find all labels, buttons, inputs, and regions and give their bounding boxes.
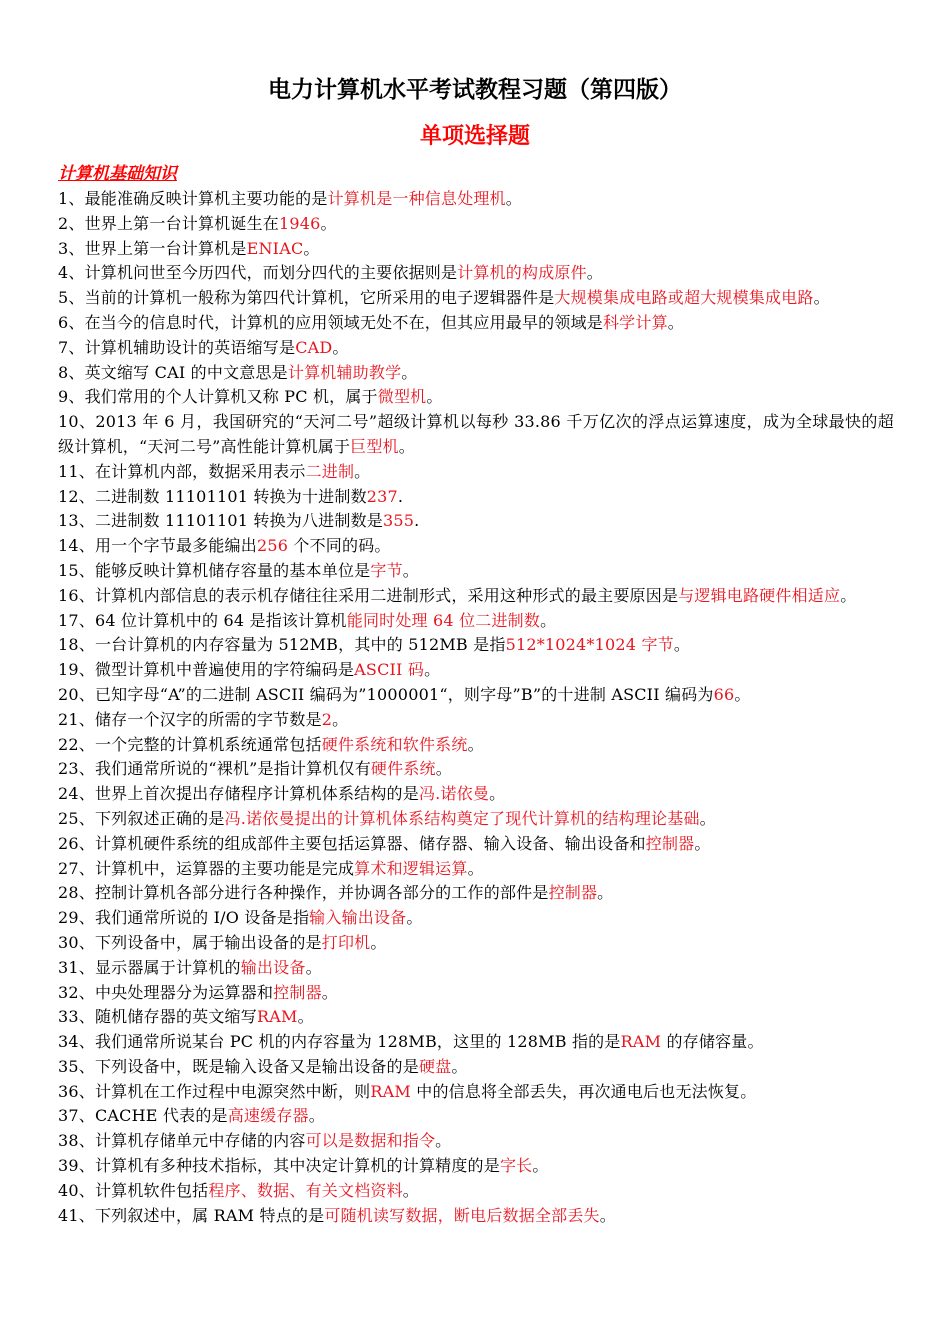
question-suffix: 。 (297, 1007, 314, 1027)
question-text: 11、在计算机内部，数据采用表示 (58, 461, 306, 481)
question-text: 7、计算机辅助设计的英语缩写是 (58, 337, 296, 357)
question-suffix: 个不同的码。 (288, 536, 391, 556)
question-item (58, 1005, 894, 1030)
question-answer: 1946 (278, 213, 321, 233)
question-text: 32、中央处理器分为运算器和 (58, 982, 274, 1002)
question-item (58, 212, 894, 237)
question-suffix: 。 (402, 560, 419, 580)
question-answer: 计算机辅助教学 (287, 362, 402, 382)
question-text: 9、我们常用的个人计算机又称 PC 机，属于 (58, 387, 378, 407)
question-answer: RAM (256, 1007, 298, 1027)
question-text: 1、最能准确反映计算机主要功能的是 (58, 189, 328, 208)
question-item (58, 336, 894, 361)
question-list (58, 187, 894, 1228)
question-answer: 控制器 (645, 833, 695, 853)
question-item (58, 757, 894, 782)
question-text: 21、储存一个汉字的所需的字节数是 (58, 709, 322, 729)
document-title: 电力计算机水平考试教程习题（第四版） (268, 77, 682, 103)
question-answer: 可随机读写数据，断电后数据全部丢失 (324, 1205, 600, 1225)
question-text: 3、世界上第一台计算机是 (58, 238, 247, 258)
question-suffix: 。 (406, 908, 423, 928)
question-item (58, 534, 894, 559)
question-text: 6、在当今的信息时代，计算机的应用领域无处不在，但其应用最早的领域是 (58, 312, 603, 332)
question-answer: 大规模集成电路或超大规模集成电路 (554, 288, 814, 308)
question-item (58, 807, 894, 832)
question-text: 20、已知字母“A”的二进制 ASCII 编码为”1000001“，则字母”B”的十进制 ASCII 编码为 (58, 684, 714, 704)
question-suffix: 。 (320, 213, 337, 233)
question-text: 26、计算机硬件系统的组成部件主要包括运算器、储存器、输入设备、输出设备和 (58, 833, 646, 853)
question-answer: 高速缓存器 (227, 1106, 309, 1126)
question-answer: 微型机 (377, 387, 427, 407)
question-suffix: 的存储容量。 (661, 1032, 764, 1052)
question-text: 12、二进制数 11101101 转换为十进制数 (58, 486, 367, 506)
question-suffix: 。 (505, 189, 522, 208)
question-item (58, 981, 894, 1006)
question-answer: 2 (321, 709, 333, 729)
question-item (58, 1030, 894, 1055)
question-answer: 硬盘 (418, 1056, 452, 1076)
question-item (58, 1055, 894, 1080)
question-item (58, 1179, 894, 1204)
question-item (58, 931, 894, 956)
question-suffix: 。 (354, 461, 371, 481)
question-text: 37、CACHE 代表的是 (58, 1106, 228, 1126)
question-item (58, 311, 894, 336)
question-text: 38、计算机存储单元中存储的内容 (58, 1131, 306, 1151)
question-suffix: 。 (813, 288, 830, 308)
question-answer: 巨型机 (350, 436, 399, 456)
question-item (58, 633, 894, 658)
question-suffix: 。 (489, 784, 506, 804)
question-answer: 冯.诺依曼提出的计算机体系结构奠定了现代计算机的结构理论基础 (224, 808, 700, 828)
question-item (58, 509, 894, 534)
question-item (58, 187, 894, 212)
question-suffix: 。 (734, 684, 751, 704)
question-text: 40、计算机软件包括 (58, 1180, 209, 1200)
question-suffix: 。 (424, 660, 441, 680)
question-suffix: 。 (532, 1156, 549, 1176)
question-text: 27、计算机中，运算器的主要功能是完成 (58, 858, 355, 878)
question-suffix: 。 (840, 585, 857, 605)
question-text: 8、英文缩写 CAI 的中文意思是 (58, 362, 288, 382)
document-subtitle: 单项选择题 (419, 124, 530, 149)
question-text: 16、计算机内部信息的表示机存储往往采用二进制形式，采用这种形式的最主要原因是 (58, 585, 679, 605)
question-item (58, 1129, 894, 1154)
question-suffix: 。 (332, 709, 349, 729)
question-text: 25、下列叙述正确的是 (58, 808, 225, 828)
question-suffix: 。 (599, 1205, 616, 1225)
question-item (58, 485, 894, 510)
question-item (58, 683, 894, 708)
question-answer: 打印机 (321, 932, 371, 952)
question-answer: 66 (713, 684, 735, 704)
question-answer: 256 (256, 536, 289, 556)
question-item (58, 584, 894, 609)
question-text: 28、控制计算机各部分进行各种操作，并协调各部分的工作的部件是 (58, 883, 549, 903)
question-item (58, 286, 894, 311)
question-text: 18、一台计算机的内存容量为 512MB，其中的 512MB 是指 (58, 635, 506, 655)
question-text: 17、64 位计算机中的 64 是指该计算机 (58, 610, 347, 630)
question-item (58, 782, 894, 807)
question-item (58, 658, 894, 683)
question-answer: 计算机的构成原件 (457, 263, 587, 283)
question-text: 23、我们通常所说的“裸机”是指计算机仅有 (58, 759, 371, 779)
question-suffix: 。 (435, 759, 452, 779)
question-item (58, 1104, 894, 1129)
question-suffix: 。 (586, 263, 603, 283)
question-item (58, 708, 894, 733)
question-text: 2、世界上第一台计算机诞生在 (58, 213, 279, 233)
question-text: 30、下列设备中，属于输出设备的是 (58, 932, 322, 952)
question-text: 5、当前的计算机一般称为第四代计算机，它所采用的电子逻辑器件是 (58, 288, 555, 308)
question-item (58, 857, 894, 882)
question-item (58, 385, 894, 410)
question-answer: 输入输出设备 (309, 908, 407, 928)
question-item (58, 410, 894, 460)
question-suffix: 中的信息将全部丢失，再次通电后也无法恢复。 (410, 1081, 757, 1101)
question-suffix: 。 (305, 957, 322, 977)
question-answer: 计算机是一种信息处理机 (327, 189, 506, 208)
question-suffix: . (397, 486, 404, 506)
question-suffix: 。 (673, 635, 691, 655)
question-text: 36、计算机在工作过程中电源突然中断，则 (58, 1081, 371, 1101)
question-suffix: 。 (699, 808, 716, 828)
question-answer: 355 (382, 511, 415, 531)
question-text: 39、计算机有多种技术指标，其中决定计算机的计算精度的是 (58, 1156, 500, 1176)
question-answer: 与逻辑电路硬件相适应 (678, 585, 841, 605)
question-answer: 字长 (499, 1156, 533, 1176)
question-text: 15、能够反映计算机储存容量的基本单位是 (58, 560, 371, 580)
question-item (58, 1080, 894, 1105)
question-text: 14、用一个字节最多能编出 (58, 536, 257, 556)
question-suffix: 。 (451, 1056, 468, 1076)
question-suffix: 。 (467, 858, 484, 878)
question-text: 19、微型计算机中普遍使用的字符编码是 (58, 660, 355, 680)
question-text: 41、下列叙述中，属 RAM 特点的是 (58, 1205, 325, 1225)
question-text: 24、世界上首次提出存储程序计算机体系结构的是 (58, 784, 419, 804)
question-suffix: 。 (667, 312, 684, 332)
question-item (58, 1154, 894, 1179)
question-answer: 二进制 (305, 461, 355, 481)
question-suffix: 。 (426, 387, 443, 407)
question-text: 22、一个完整的计算机系统通常包括 (58, 734, 322, 754)
question-suffix: 。 (467, 734, 484, 754)
question-answer: CAD (295, 337, 333, 357)
question-answer: 输出设备 (240, 957, 306, 977)
question-item (58, 460, 894, 485)
question-suffix: 。 (540, 610, 557, 630)
question-item (58, 733, 894, 758)
question-answer: 科学计算 (602, 312, 668, 332)
question-suffix: 。 (435, 1131, 452, 1151)
question-answer: 控制器 (548, 883, 598, 903)
question-item (58, 906, 894, 931)
question-suffix: 。 (694, 833, 711, 853)
question-item (58, 832, 894, 857)
question-answer: 程序、数据、有关文档资料 (208, 1180, 403, 1200)
question-item (58, 956, 894, 981)
question-answer: 字节 (370, 560, 403, 580)
question-text: 31、显示器属于计算机的 (58, 957, 241, 977)
question-answer: 237 (366, 486, 398, 506)
question-suffix: 。 (398, 436, 415, 456)
question-answer: ASCII 码 (354, 660, 425, 680)
question-suffix: 。 (332, 337, 349, 357)
question-answer: 算术和逻辑运算 (354, 858, 468, 878)
question-text: 35、下列设备中，既是输入设备又是输出设备的是 (58, 1056, 419, 1076)
question-answer: 控制器 (273, 982, 322, 1002)
question-item (58, 881, 894, 906)
question-answer: RAM (370, 1081, 411, 1101)
question-text: 33、随机储存器的英文缩写 (58, 1007, 257, 1027)
question-text: 13、二进制数 11101101 转换为八进制数是 (58, 511, 383, 531)
question-item (58, 1204, 894, 1229)
question-suffix: 。 (321, 982, 338, 1002)
question-answer: 可以是数据和指令 (305, 1131, 436, 1151)
question-answer: ENIAC (246, 238, 304, 258)
question-suffix: 。 (303, 238, 320, 258)
question-item (58, 559, 894, 584)
question-answer: 冯.诺依曼 (418, 784, 490, 804)
question-answer: RAM (620, 1032, 662, 1052)
question-suffix: . (414, 511, 420, 531)
question-item (58, 261, 894, 286)
question-item (58, 609, 894, 634)
question-text: 4、计算机问世至今历四代，而划分四代的主要依据则是 (58, 263, 458, 283)
question-text: 10、2013 年 6 月，我国研究的“天河二号”超级计算机以每秒 33.86 千万亿次的浮点运算速度，成为全球最快的超级计算机，“天河二号”高性能计算机属于 (58, 412, 894, 456)
question-suffix: 。 (308, 1106, 325, 1126)
question-text: 34、我们通常所说某台 PC 机的内存容量为 128MB，这里的 128MB 指的是 (58, 1032, 621, 1052)
question-suffix: 。 (401, 362, 418, 382)
question-answer: 硬件系统和软件系统 (321, 734, 468, 754)
question-suffix: 。 (402, 1180, 419, 1200)
section-heading: 计算机基础知识 (58, 164, 177, 184)
question-answer: 硬件系统 (370, 759, 436, 779)
question-answer: 能同时处理 64 位二进制数 (346, 610, 541, 630)
question-item (58, 237, 894, 262)
question-suffix: 。 (370, 932, 387, 952)
question-item (58, 361, 894, 386)
question-text: 29、我们通常所说的 I/O 设备是指 (58, 908, 310, 928)
question-suffix: 。 (597, 883, 614, 903)
question-answer: 512*1024*1024 字节 (505, 635, 674, 655)
